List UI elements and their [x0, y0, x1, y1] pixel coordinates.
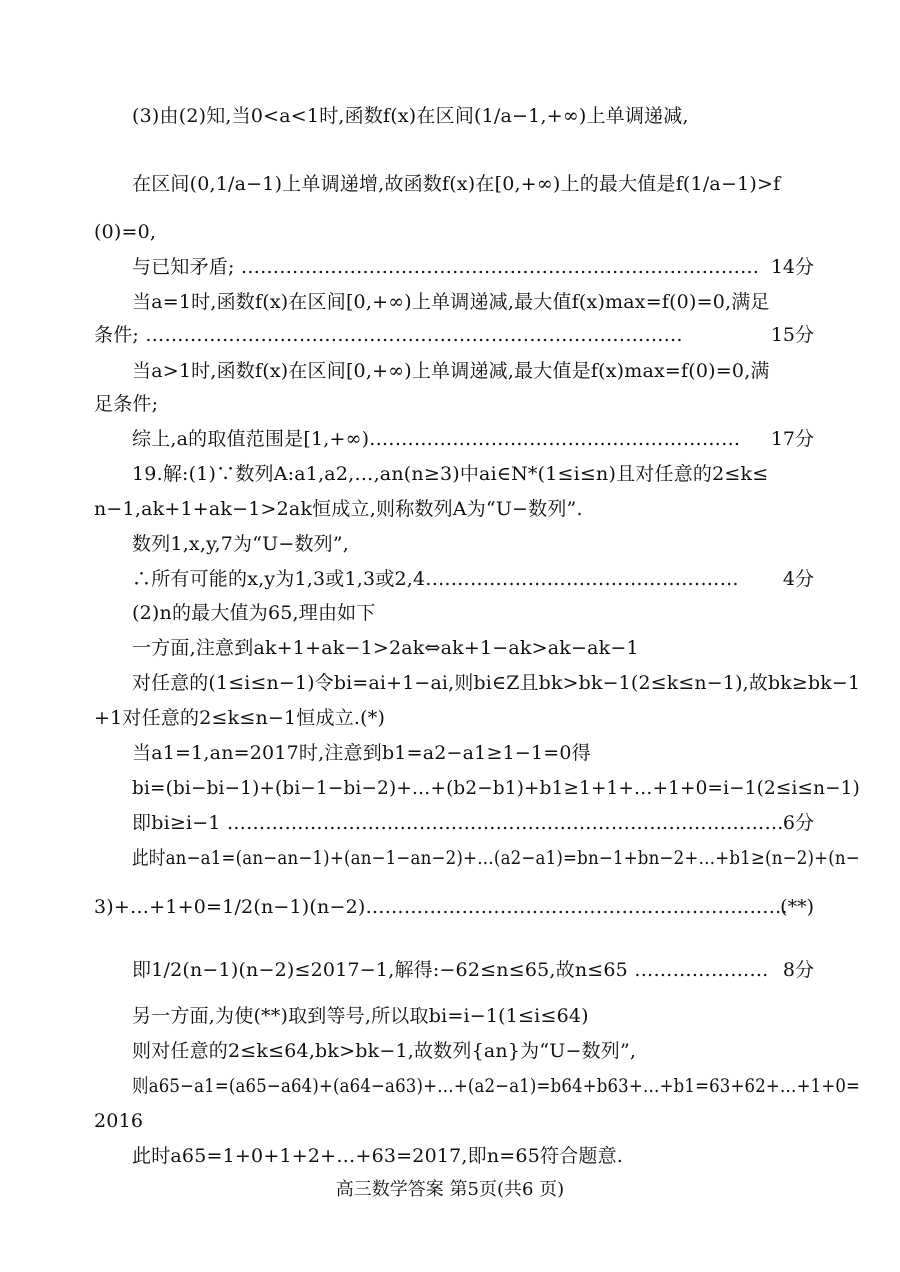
text-line: ∴所有可能的x,y为1,3或1,3或2,4.………………………………………… [132, 568, 739, 590]
text-line: 当a>1时,函数f(x)在区间[0,+∞)上单调递减,最大值是f(x)max=f(0)=0,满 [132, 360, 770, 382]
page-footer: 高三数学答案 第5页(共6 页) [335, 1179, 565, 1200]
text-line: 2016 [94, 1110, 144, 1132]
text-line: 在区间(0,1/a−1)上单调递增,故函数f(x)在[0,+∞)上的最大值是f(1/a−1)>f [132, 173, 781, 195]
text-line: 3)+…+1+0=1/2(n−1)(n−2)………………………………………………………… [94, 896, 788, 918]
text-line: 条件; ………………………………………………………………………… [94, 324, 683, 346]
text-line: 数列1,x,y,7为“U−数列”, [132, 533, 350, 555]
text-line: 当a=1时,函数f(x)在区间[0,+∞)上单调递减,最大值f(x)max=f(0)=0,满足 [132, 291, 770, 313]
text-line: 即bi≥i−1 …………………………………………………………………………… [132, 812, 784, 834]
text-line: n−1,ak+1+ak−1>2ak恒成立,则称数列A为“U−数列”. [94, 498, 583, 520]
text-line: (2)n的最大值为65,理由如下 [132, 602, 376, 624]
score-label: (**) [780, 896, 814, 918]
text-line: 一方面,注意到ak+1+ak−1>2ak⇔ak+1−ak>ak−ak−1 [132, 637, 639, 659]
score-label: 8分 [782, 959, 814, 981]
text-line: 足条件; [94, 393, 159, 415]
text-line: 此时an−a1=(an−an−1)+(an−1−an−2)+…(a2−a1)=bn−1+bn−2+…+b1≥(n−2)+(n− [132, 847, 860, 869]
score-label: 15分 [770, 324, 814, 346]
score-label: 17分 [770, 428, 814, 450]
score-label: 4分 [782, 568, 814, 590]
text-line: 则对任意的2≤k≤64,bk>bk−1,故数列{an}为“U−数列”, [132, 1040, 637, 1062]
text-line: 与已知矛盾; ……………………………………………………………………… [132, 256, 760, 278]
score-label: 6分 [782, 812, 814, 834]
text-line: 当a1=1,an=2017时,注意到b1=a2−a1≥1−1=0得 [132, 742, 591, 764]
text-line: 19.解:(1)∵数列A:a1,a2,…,an(n≥3)中ai∈N*(1≤i≤n)且对任意的2≤k≤ [132, 463, 769, 485]
score-label: 14分 [770, 256, 814, 278]
text-line: (3)由(2)知,当0<a<1时,函数f(x)在区间(1/a−1,+∞)上单调递减, [132, 105, 689, 127]
text-line: bi=(bi−bi−1)+(bi−1−bi−2)+…+(b2−b1)+b1≥1+1+…+1+0=i−1(2≤i≤n−1) [132, 777, 860, 799]
text-line: 另一方面,为使(**)取到等号,所以取bi=i−1(1≤i≤64) [132, 1005, 589, 1027]
text-line: 则a65−a1=(a65−a64)+(a64−a63)+…+(a2−a1)=b64+b63+…+b1=63+62+…+1+0= [132, 1075, 861, 1097]
text-line: (0)=0, [94, 221, 157, 243]
text-line: +1对任意的2≤k≤n−1恒成立.(*) [94, 707, 386, 729]
text-line: 对任意的(1≤i≤n−1)令bi=ai+1−ai,则bi∈Z且bk>bk−1(2≤k≤n−1),故bk≥bk−1 [132, 672, 861, 694]
text-line: 即1/2(n−1)(n−2)≤2017−1,解得:−62≤n≤65,故n≤65 ………………… [132, 959, 769, 981]
text-line: 综上,a的取值范围是[1,+∞).………………………………………………… [132, 428, 741, 450]
text-line: 此时a65=1+0+1+2+…+63=2017,即n=65符合题意. [132, 1145, 624, 1167]
